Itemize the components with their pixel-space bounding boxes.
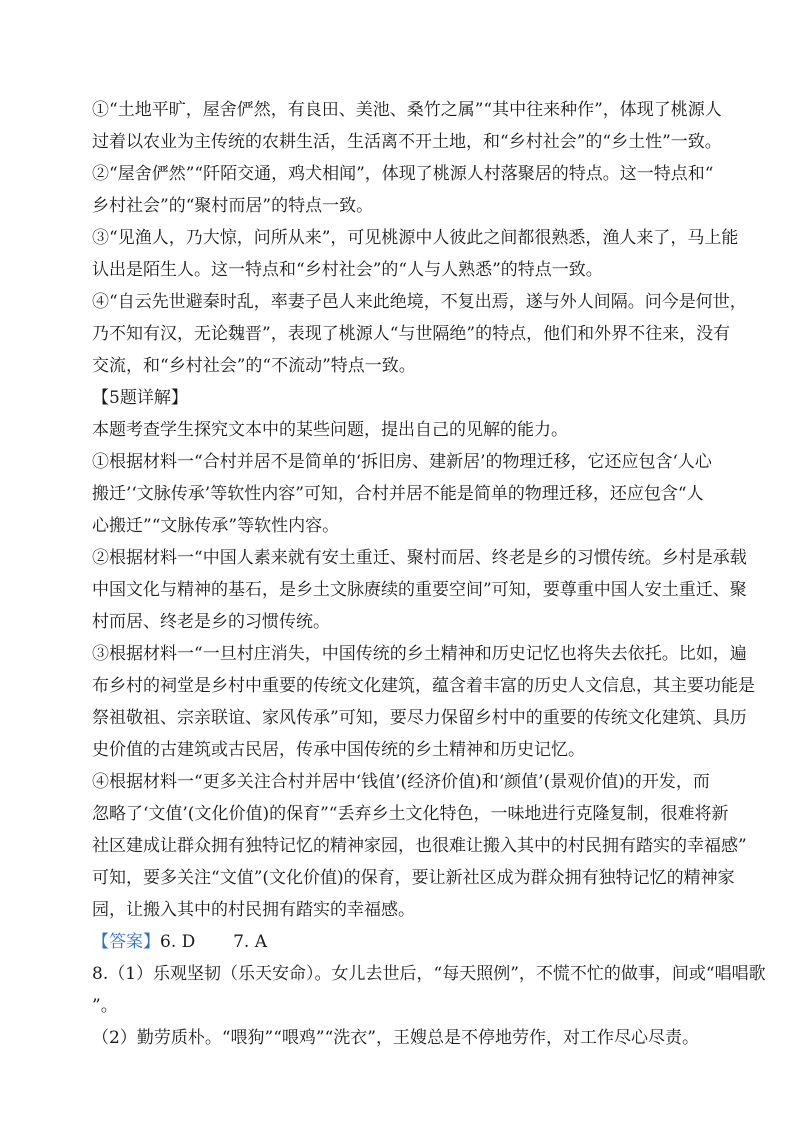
answer-tag: 【答案】 xyxy=(92,932,160,952)
text-line: 社区建成让群众拥有独特记忆的精神家园，也很难让搬入其中的村民拥有踏实的幸福感” xyxy=(92,836,747,856)
text-line: ①根据材料一“合村并居不是简单的‘拆旧房、建新居’的物理迁移，它还应包含‘人心 xyxy=(92,452,712,472)
text-line: 8.（1）乐观坚韧（乐天安命）。女儿去世后，“每天照例”，不慌不忙的做事，间或“唱唱歌 xyxy=(92,964,766,984)
section-heading: 【5题详解】 xyxy=(92,388,188,408)
text-line: ③根据材料一“一旦村庄消失，中国传统的乡土精神和历史记忆也将失去依托。比如，遍 xyxy=(92,644,747,664)
text-line: （2）勤劳质朴。“喂狗”“喂鸡”“洗衣”，王嫂总是不停地劳作，对工作尽心尽责。 xyxy=(92,1028,699,1048)
text-line: 交流，和“乡村社会”的“不流动”特点一致。 xyxy=(92,356,416,376)
text-line: ④根据材料一“更多关注合村并居中‘钱值’(经济价值)和‘颜值’(景观价值)的开发，而 xyxy=(92,772,710,792)
text-line: ④“自云先世避秦时乱，率妻子邑人来此绝境，不复出焉，遂与外人间隔。问今是何世， xyxy=(92,292,747,312)
text-line: 忽略了‘文值’(文化价值)的保育”“丢弃乡土文化特色，一味地进行克隆复制，很难将新 xyxy=(92,804,729,824)
text-line: 布乡村的祠堂是乡村中重要的传统文化建筑，蕴含着丰富的历史人文信息，其主要功能是 xyxy=(92,676,755,696)
text-line: 认出是陌生人。这一特点和“乡村社会”的“人与人熟悉”的特点一致。 xyxy=(92,260,603,280)
text-line: ③“见渔人，乃大惊，问所从来”，可见桃源中人彼此之间都很熟悉，渔人来了，马上能 xyxy=(92,228,739,248)
answer-line xyxy=(92,931,267,953)
text-line: 乃不知有汉，无论魏晋”，表现了桃源人“与世隔绝”的特点，他们和外界不往来，没有 xyxy=(92,324,731,344)
answer-text: 6. D 7. A xyxy=(160,932,267,952)
text-line: ②根据材料一“中国人素来就有安土重迁、聚村而居、终老是乡的习惯传统。乡村是承载 xyxy=(92,548,747,568)
text-line: ”。 xyxy=(92,996,118,1016)
text-line: 本题考查学生探究文本中的某些问题，提出自己的见解的能力。 xyxy=(92,420,568,440)
text-line: 可知，要多关注“文值”(文化价值)的保育，要让新社区成为群众拥有独特记忆的精神家 xyxy=(92,868,735,888)
text-line: 史价值的古建筑或古民居，传承中国传统的乡土精神和历史记忆。 xyxy=(92,740,585,760)
text-line: 园，让搬入其中的村民拥有踏实的幸福感。 xyxy=(92,900,415,920)
text-line: 中国文化与精神的基石，是乡土文脉赓续的重要空间”可知，要尊重中国人安土重迁、聚 xyxy=(92,580,747,600)
text-line: 村而居、终老是乡的习惯传统。 xyxy=(92,612,330,632)
text-line: ②“屋舍俨然”“阡陌交通，鸡犬相闻”，体现了桃源人村落聚居的特点。这一特点和“ xyxy=(92,164,714,184)
text-line: 搬迁’‘文脉传承’等软性内容”可知，合村并居不能是简单的物理迁移，还应包含“人 xyxy=(92,484,704,504)
text-line: 乡村社会”的“聚村而居”的特点一致。 xyxy=(92,196,374,216)
text-line: 心搬迁”“文脉传承”等软性内容。 xyxy=(92,516,340,536)
text-line: ①“土地平旷，屋舍俨然，有良田、美池、桑竹之属”“其中往来种作”，体现了桃源人 xyxy=(92,100,722,120)
text-line: 过着以农业为主传统的农耕生活，生活离不开土地，和“乡村社会”的“乡土性”一致。 xyxy=(92,132,722,152)
text-line: 祭祖敬祖、宗亲联谊、家风传承”可知，要尽力保留乡村中的重要的传统文化建筑、具历 xyxy=(92,708,747,728)
